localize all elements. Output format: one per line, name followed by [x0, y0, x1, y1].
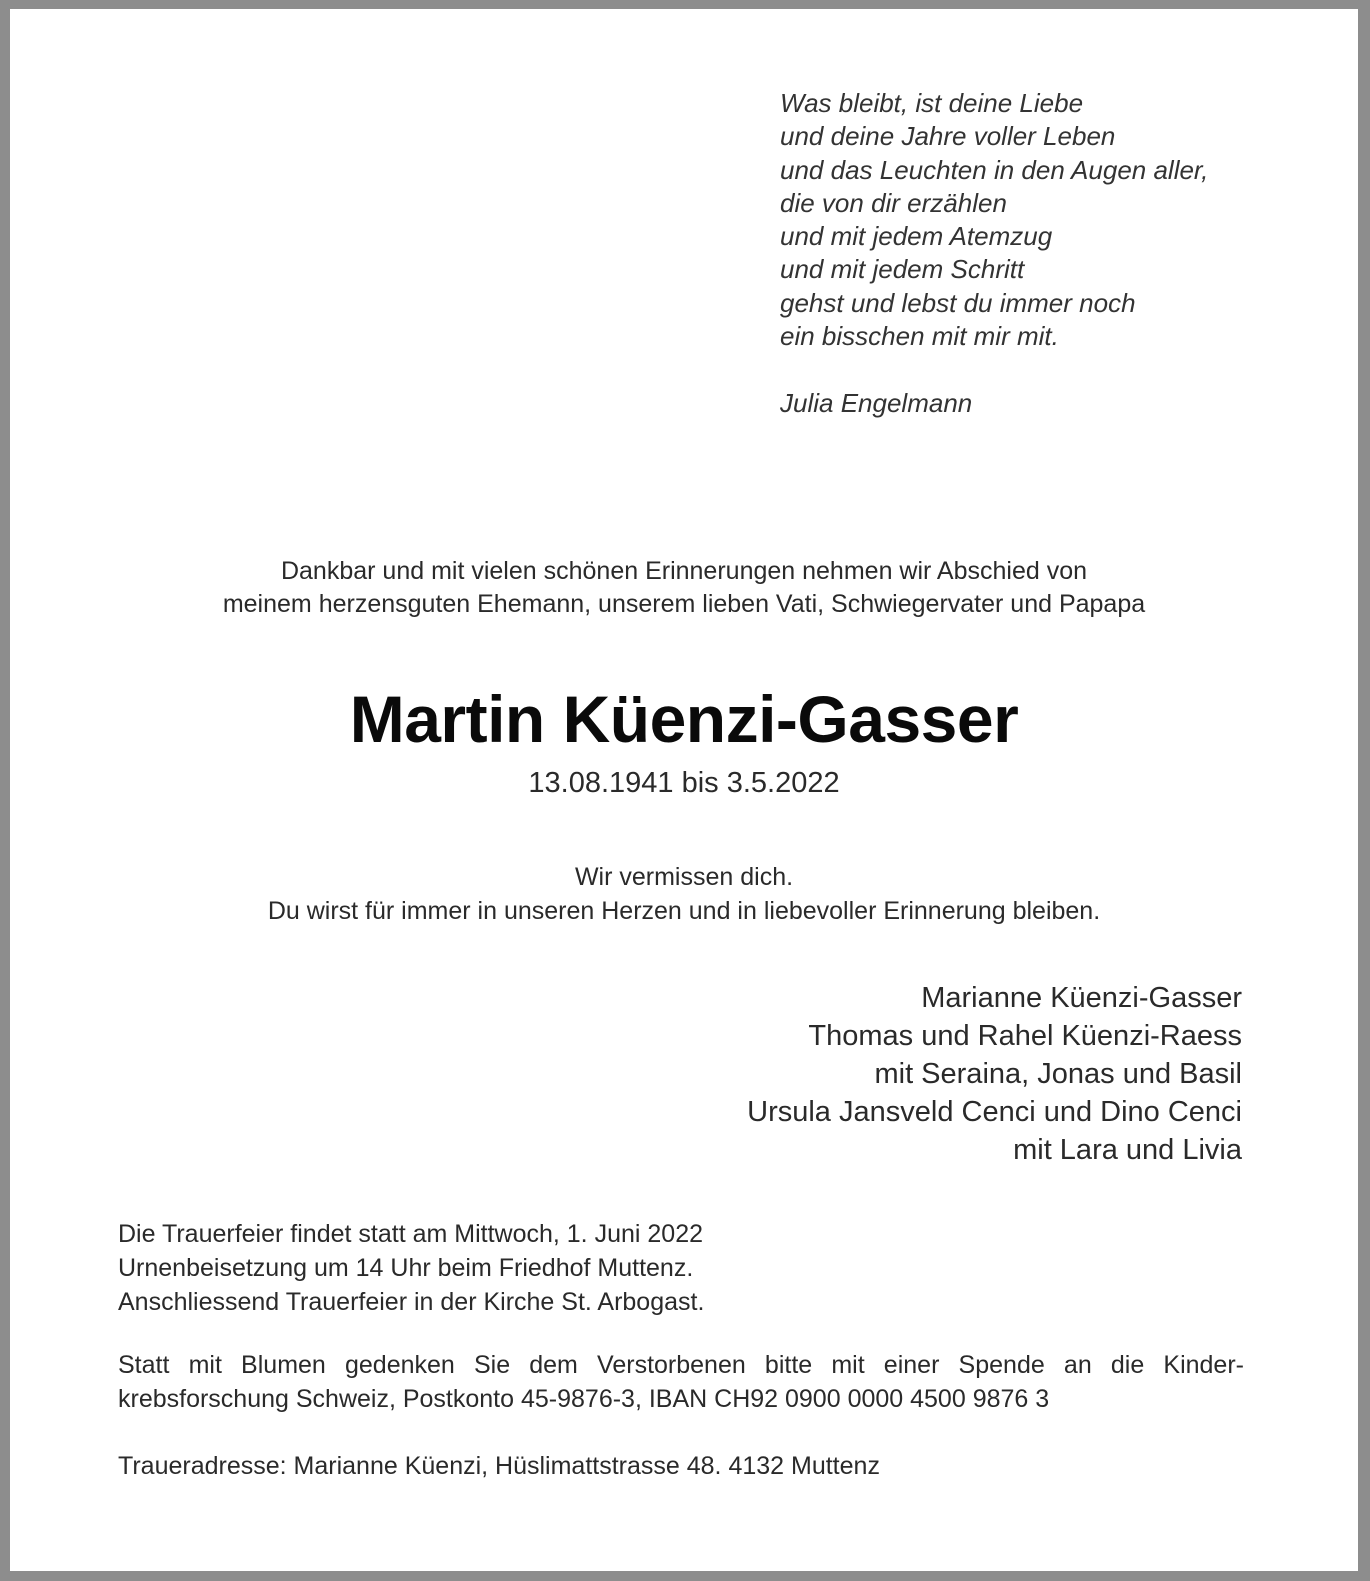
- family-line: mit Lara und Livia: [1013, 1134, 1242, 1166]
- donation-line: Statt mit Blumen gedenken Sie dem Verstorbenen bitte mit einer Spende an die Kinder-: [118, 1351, 1244, 1379]
- ceremony-info: [118, 1217, 704, 1319]
- donation-line: krebsforschung Schweiz, Postkonto 45-9876-3, IBAN CH92 0900 0000 4500 9876 3: [118, 1385, 1050, 1413]
- poem-line: und deine Jahre voller Leben: [780, 121, 1116, 152]
- family-line: mit Seraina, Jonas und Basil: [874, 1058, 1242, 1090]
- poem-line: die von dir erzählen: [780, 187, 1007, 218]
- family-line: Marianne Küenzi-Gasser: [921, 982, 1242, 1014]
- poem-line: ein bisschen mit mir mit.: [780, 321, 1059, 352]
- poem-line: gehst und lebst du immer noch: [780, 287, 1136, 318]
- obituary-page: [10, 9, 1358, 1571]
- donation-info: [118, 1348, 1244, 1416]
- poem-line: Was bleibt, ist deine Liebe: [780, 88, 1084, 118]
- ceremony-line: Anschliessend Trauerfeier in der Kirche St. Arbogast.: [118, 1288, 705, 1316]
- intro-line: meinem herzensguten Ehemann, unserem lieben Vati, Schwiegervater und Papapa: [222, 590, 1146, 618]
- farewell-message: [10, 860, 1358, 928]
- intro-line: Dankbar und mit vielen schönen Erinnerungen nehmen wir Abschied von: [280, 557, 1088, 585]
- poem-line: und das Leuchten in den Augen aller,: [780, 154, 1209, 185]
- mourning-address: Traueradresse: Marianne Küenzi, Hüslimattstrasse 48. 4132 Muttenz: [118, 1452, 880, 1480]
- deceased-name: Martin Küenzi-Gasser: [349, 682, 1019, 756]
- poem: [780, 87, 1340, 421]
- ceremony-line: Urnenbeisetzung um 14 Uhr beim Friedhof Muttenz.: [118, 1254, 694, 1282]
- message-line: Wir vermissen dich.: [574, 863, 794, 891]
- intro-text: [10, 555, 1358, 621]
- message-line: Du wirst für immer in unseren Herzen und in liebevoller Erinnerung bleiben.: [267, 897, 1101, 925]
- poem-line: und mit jedem Atemzug: [780, 221, 1053, 252]
- family-line: Ursula Jansveld Cenci und Dino Cenci: [747, 1096, 1242, 1128]
- family-line: Thomas und Rahel Küenzi-Raess: [808, 1020, 1242, 1052]
- poem-line: und mit jedem Schritt: [780, 254, 1025, 285]
- ceremony-line: Die Trauerfeier findet statt am Mittwoch, 1. Juni 2022: [118, 1220, 703, 1248]
- poem-author: Julia Engelmann: [780, 388, 973, 419]
- family-signatures: [747, 979, 1242, 1169]
- life-dates: 13.08.1941 bis 3.5.2022: [528, 767, 840, 799]
